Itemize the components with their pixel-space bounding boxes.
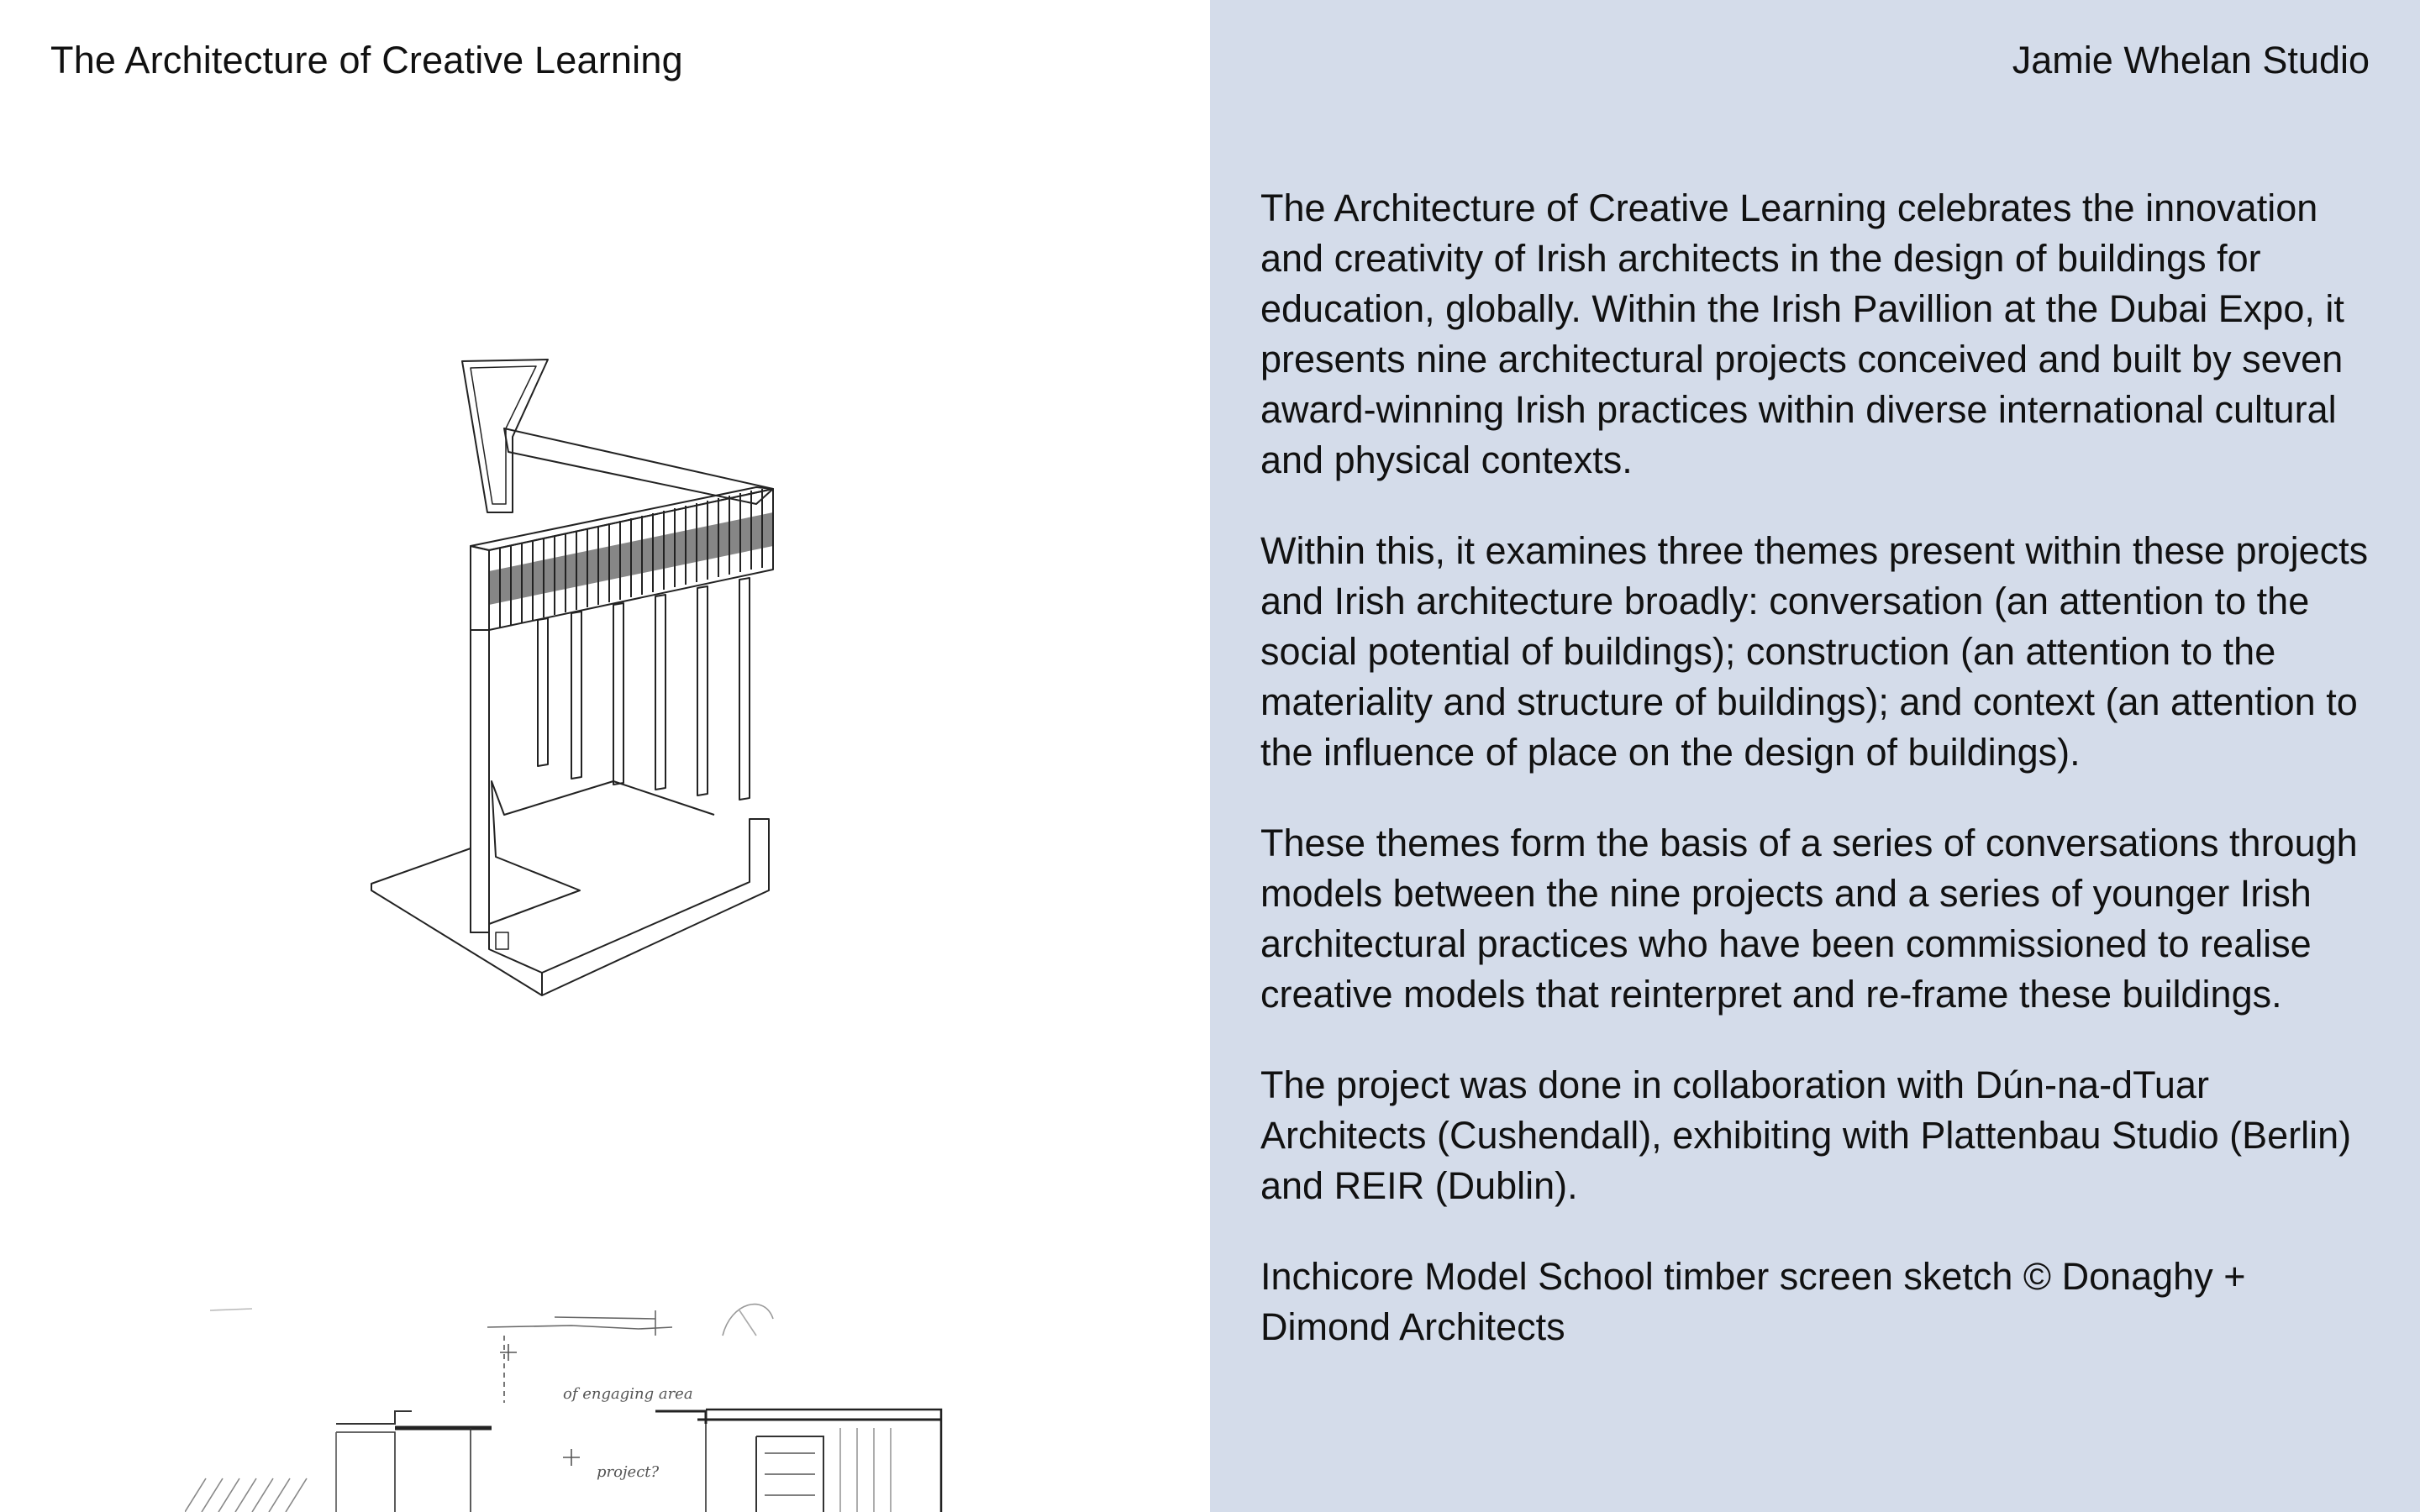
- base-platform: [371, 819, 769, 995]
- sketch-note: of engaging area: [563, 1385, 693, 1403]
- paragraph-themes: Within this, it examines three themes present within these projects and Irish architecture broadly: conversation (an attention to the social potential of buildings); construction (an attention to the materiality and structure of buildings); and context (an attention to the influence of place on the design of buildings).: [1260, 529, 2369, 774]
- project-description: [1260, 183, 2378, 1393]
- corner-post: [471, 630, 489, 932]
- fins: [538, 578, 750, 800]
- timber-screen-sketch: [185, 1285, 958, 1512]
- text-panel: [1210, 0, 2420, 1512]
- studio-link[interactable]: Jamie Whelan Studio: [2012, 39, 2370, 81]
- paragraph-collaboration: The project was done in collaboration with Dún-na-dTuar Architects (Cushendall), exhibiting with Plattenbau Studio (Berlin) and REIR (Dublin).: [1260, 1063, 2352, 1207]
- paragraph-intro: The Architecture of Creative Learning celebrates the innovation and creativity of Irish architects in the design of buildings for education, globally. Within the Irish Pavillion at the Dubai Expo, it presents nine architectural projects conceived and built by seven award-winning Irish practices within diverse international cultural and physical contexts.: [1260, 186, 2344, 481]
- site-title[interactable]: The Architecture of Creative Learning: [50, 39, 683, 81]
- axonometric-drawing: [361, 344, 798, 1016]
- image-caption: Inchicore Model School timber screen sketch © Donaghy + Dimond Architects: [1260, 1255, 2246, 1348]
- paragraph-models: These themes form the basis of a series of conversations through models between the nine projects and a series of younger Irish architectural practices who have been commissioned to realise creative models that reinterpret and re-frame these buildings.: [1260, 822, 2358, 1016]
- sketch-note: project?: [597, 1463, 660, 1481]
